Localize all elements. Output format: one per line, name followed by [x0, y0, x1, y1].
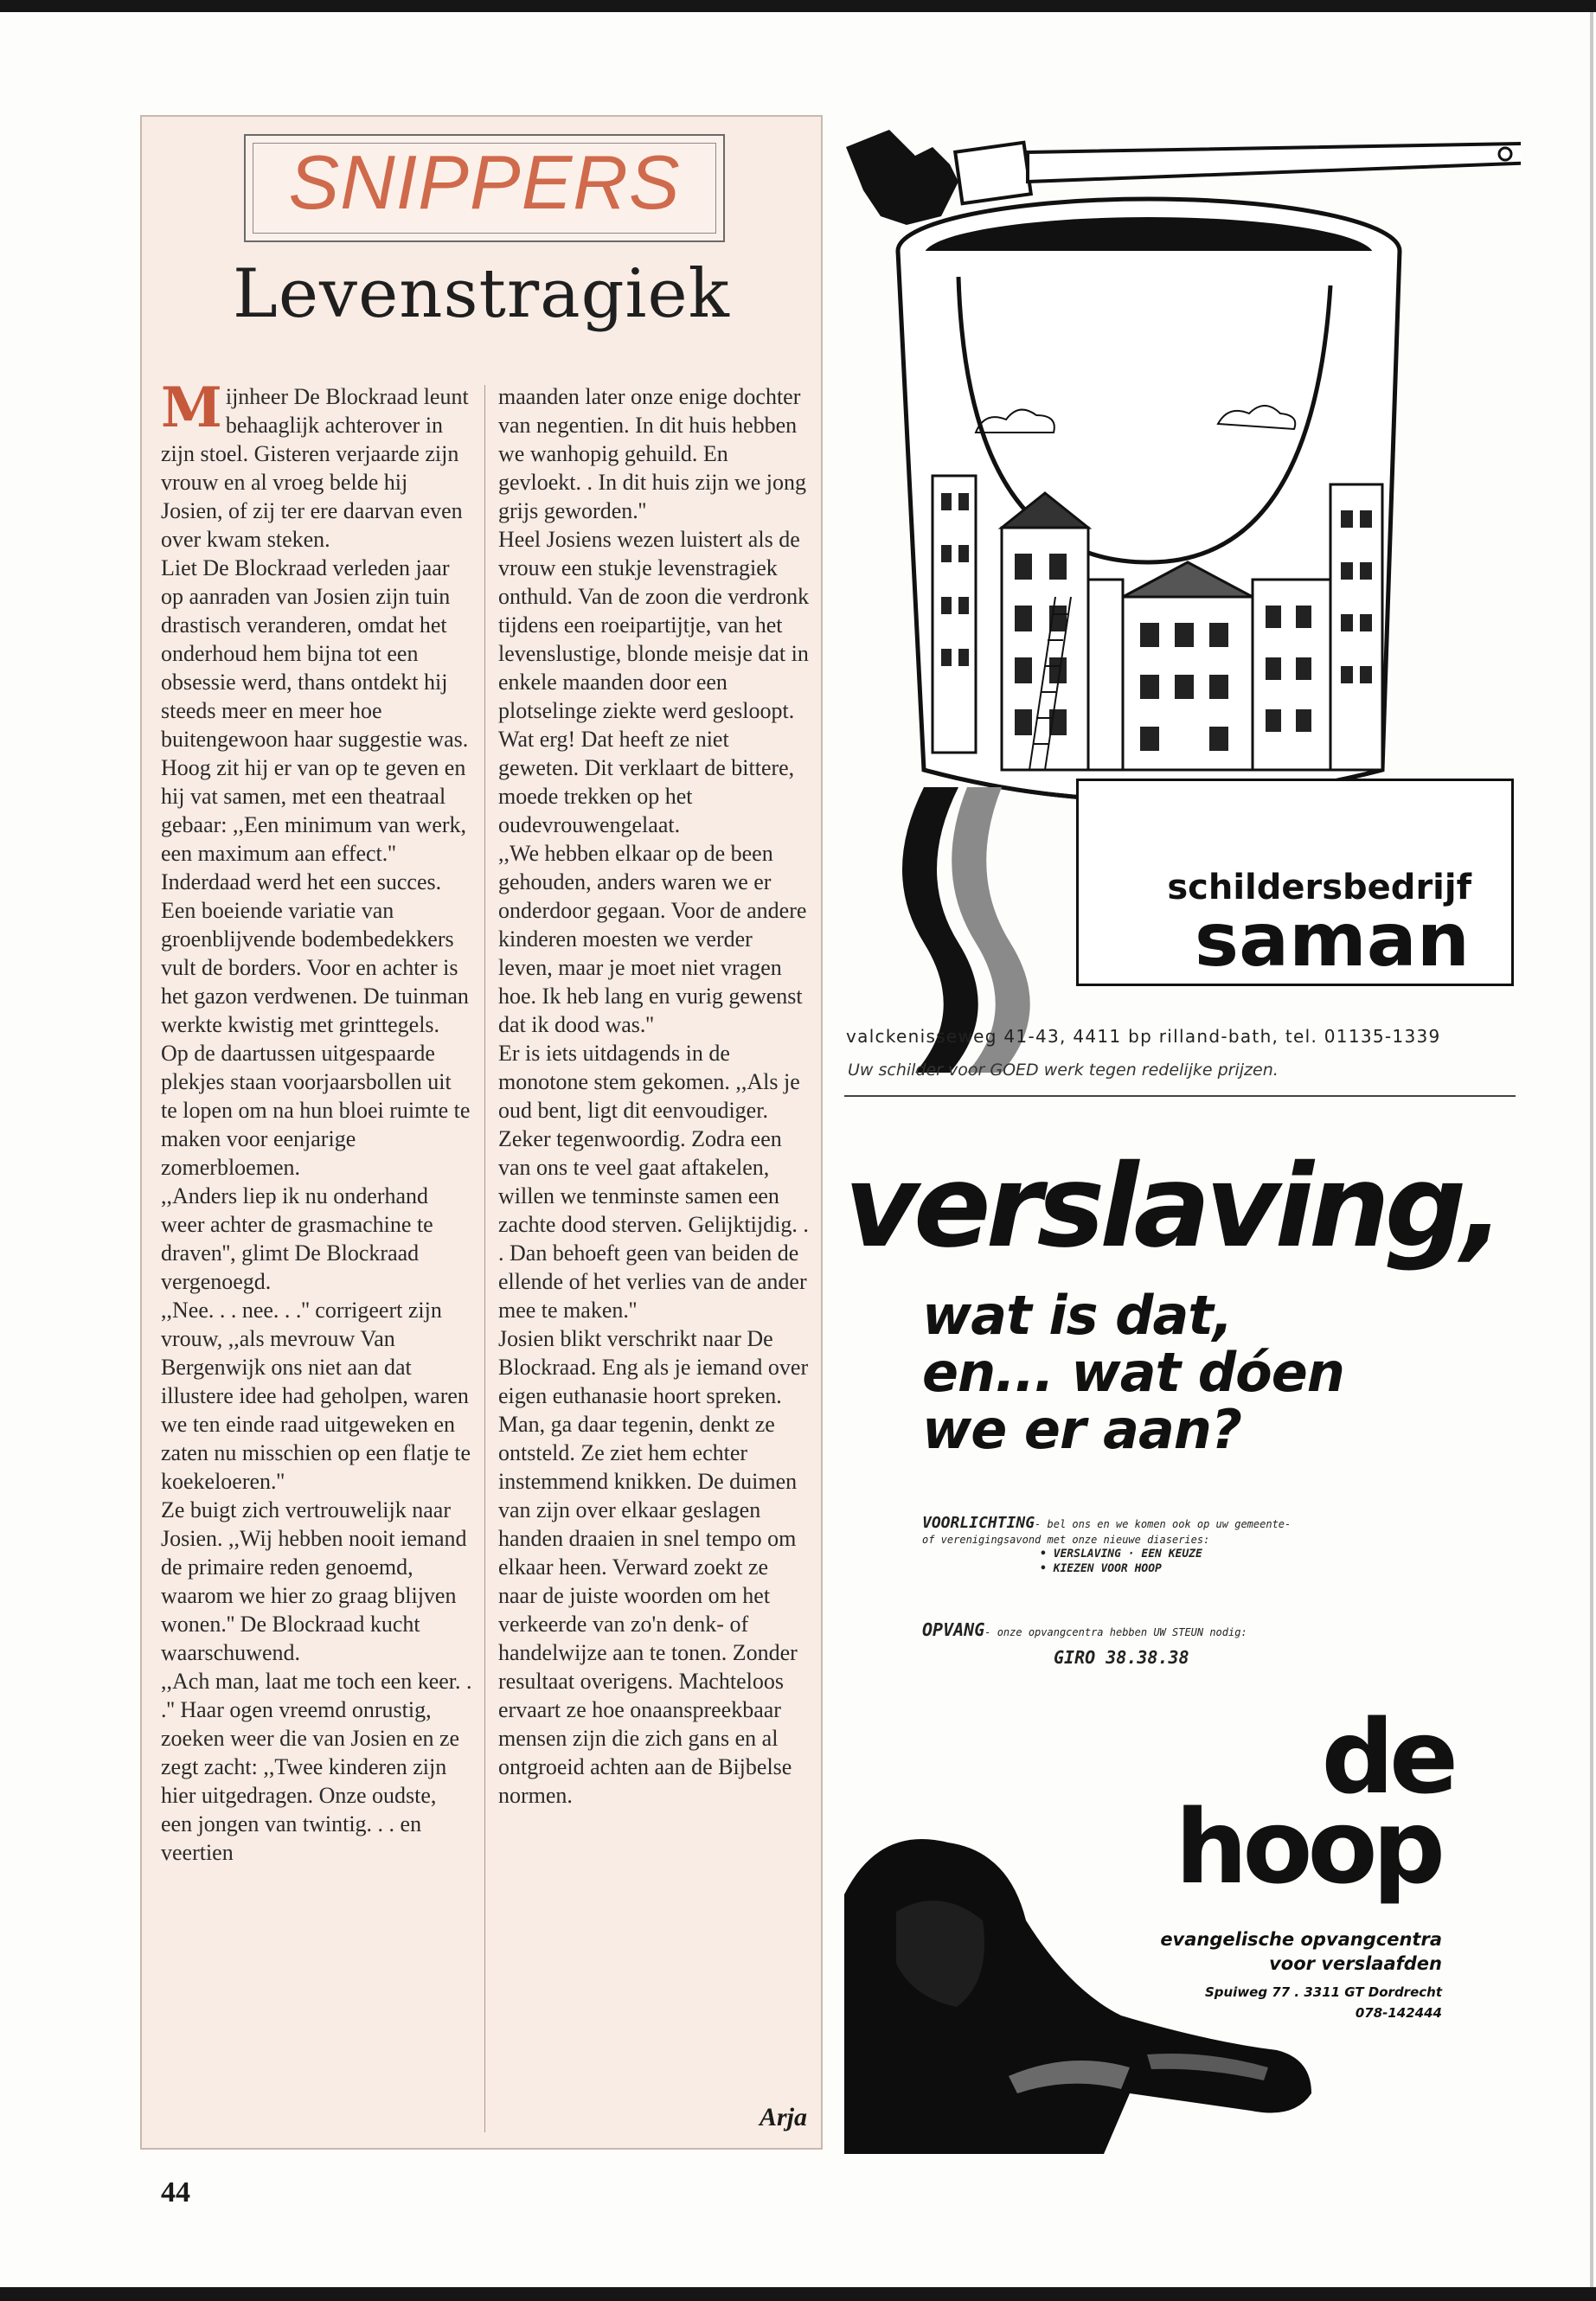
section-kicker: SNIPPERS — [288, 139, 681, 225]
ad-heading: verslaving, — [844, 1140, 1500, 1273]
ad-subheading: wat is dat, en... wat dóen we er aan? — [922, 1284, 1344, 1461]
paragraph: Ze buigt zich vertrouwelijk naar Josien. ,,Wij hebben nooit iemand de primaire reden genoemd, waarom we hier zo graag blijven wonen.'' De Blockraad kucht waarschuwend. — [161, 1497, 467, 1665]
paragraph: Josien blikt verschrikt naar De Blockraad. Eng als je iemand over eigen euthanasie hoort spreken. Man, ga daar tegenin, denkt ze ontsteld. Ze ziet hem echter instemmend knikken. De duimen van zijn over elkaar geslagen handen draaien in snel tempo om elkaar heen. Verward zoekt ze naar de juiste woorden om het verkeerde van zo'n denk- of handelwijze aan te tonen. Zonder resultaat overigens. Machteloos ervaart ze hoe onaanspreekbaar mensen zijn die zich gans en al ontgroeid achten aan de Bijbelse normen. — [498, 1326, 809, 1808]
painter-address: valckenisseweg 41-43, 4411 bp rilland-bath, tel. 01135-1339 — [846, 1026, 1441, 1047]
page-number: 44 — [161, 2176, 190, 2208]
page-edge — [1590, 12, 1593, 2287]
voorlichting-block: VOORLICHTING- bel ons en we komen ook op uw gemeente- of verenigingsavond met onze nieuwe diaseries: • VERSLAVING · EEN KEUZE • KIEZEN VOOR HOOP — [922, 1514, 1292, 1575]
paragraph: ,,Ach man, laat me toch een keer. . .'' Haar ogen vreemd onrustig, zoeken weer die van Josien en ze zegt zacht: ,,Twee kinderen zijn hier uitgedragen. Onze oudste, een jongen van twintig. . . en veertien — [161, 1669, 472, 1865]
giro-number: GIRO 38.38.38 — [1054, 1647, 1189, 1668]
paragraph: maanden later onze enige dochter van negentien. In dit huis hebben we wanhopig gehuild. En gevloekt. . In dit huis zijn we jong grijs geworden.'' — [498, 384, 807, 523]
ad-divider — [844, 1095, 1516, 1097]
paragraph: Liet De Blockraad verleden jaar op aanraden van Josien zijn tuin drastisch veranderen, omdat het onderhoud hem bijna tot een obsessie werd, thans ontdekt hij steeds meer en meer hoe buitengewoon haar suggestie was. Hoog zit hij er van op te geven en hij vat samen, met een theatraal gebaar: ,,Een minimum van werk, een maximum aan effect.'' — [161, 555, 469, 866]
paragraph: Inderdaad werd het een succes. Een boeiende variatie van groenblijvende bodembedekkers vult de borders. Voor en achter is het gazon verdwenen. De tuinman werkte kwistig met grinttegels. Op de daartussen uitgespaarde plekjes staan voorjaarsbollen uit te lopen om na hun bloei ruimte te maken voor eenjarige zomerbloemen. — [161, 869, 471, 1180]
series-item: • VERSLAVING · EEN KEUZE — [1040, 1548, 1202, 1561]
de-hoop-contact: evangelische opvangcentra voor verslaafden Spuiweg 77 . 3311 GT Dordrecht 078-142444 — [1160, 1929, 1442, 2021]
scan-bottom-border — [0, 2287, 1596, 2301]
painter-logo-box — [1076, 779, 1514, 986]
opvang-block: OPVANG- onze opvangcentra hebben UW STEUN nodig: GIRO 38.38.38 — [922, 1619, 1247, 1668]
opvang-label: OPVANG — [922, 1619, 985, 1640]
article-column-2 — [498, 382, 811, 1810]
scan-top-border — [0, 0, 1596, 12]
paragraph: ,,Anders liep ik nu onderhand weer achter de grasmachine te draven'', glimt De Blockraad vergenoegd. — [161, 1183, 433, 1294]
author-signature: Arja — [759, 2103, 807, 2131]
paragraph: Mijnheer De Blockraad leunt behaaglijk achterover in zijn stoel. Gisteren verjaarde zijn vrouw en al vroeg belde hij Josien, of zij ter ere daarvan even over kwam steken. — [161, 375, 469, 552]
article-title: Levenstragiek — [233, 255, 730, 333]
de-hoop-address: Spuiweg 77 . 3311 GT Dordrecht — [1204, 1984, 1442, 2000]
de-hoop-phone: 078-142444 — [1355, 2005, 1442, 2021]
painter-company-name: saman — [1194, 897, 1470, 984]
series-item: • KIEZEN VOOR HOOP — [1040, 1562, 1162, 1575]
painter-slogan: Uw schilder voor GOED werk tegen redelijke prijzen. — [848, 1061, 1279, 1080]
article-panel — [140, 115, 823, 2150]
de-hoop-logo-line1: de — [1321, 1697, 1453, 1817]
article-column-1 — [161, 375, 472, 1867]
paragraph: ,,Nee. . . nee. . .'' corrigeert zijn vrouw, ,,als mevrouw Van Bergenwijk ons niet aan dat illustere idee had geholpen, waren we ten einde raad uitgeweken en zaten nu misschien op een flatje te koekeloeren.'' — [161, 1298, 471, 1494]
painter-company-type: schildersbedrijf — [1167, 868, 1471, 907]
paragraph: ,,We hebben elkaar op de been gehouden, anders waren we er onderdoor gegaan. Voor de andere kinderen moesten we verder leven, maar je moet niet vragen hoe. Ik heb lang en vurig gewenst dat ik dood was.'' — [498, 841, 807, 1037]
column-divider — [484, 385, 485, 2132]
drop-cap: M — [161, 375, 222, 440]
de-hoop-logo-line2: hoop — [1175, 1787, 1440, 1907]
kicker-box — [244, 134, 725, 242]
paragraph: Er is iets uitdagends in de monotone stem gekomen. ,,Als je oud bent, ligt dit eenvoudiger. Zeker tegenwoordig. Zodra een van ons te veel gaat aftakelen, willen we tenminste samen een zachte dood sterven. Gelijktijdig. . . Dan behoeft geen van beiden de ellende of het verlies van de ander mee te maken.'' — [498, 1041, 809, 1323]
paragraph: Heel Josiens wezen luistert als de vrouw een stukje levenstragiek onthuld. Van de zoon die verdronk tijdens een roeipartijtje, van het levenslustige, blonde meisje dat in enkele maanden door een plotselinge ziekte werd gesloopt. Wat erg! Dat heeft ze niet geweten. Dit verklaart de bittere, moede trekken op het oudevrouwengelaat. — [498, 527, 810, 837]
voorlichting-label: VOORLICHTING — [922, 1514, 1035, 1532]
